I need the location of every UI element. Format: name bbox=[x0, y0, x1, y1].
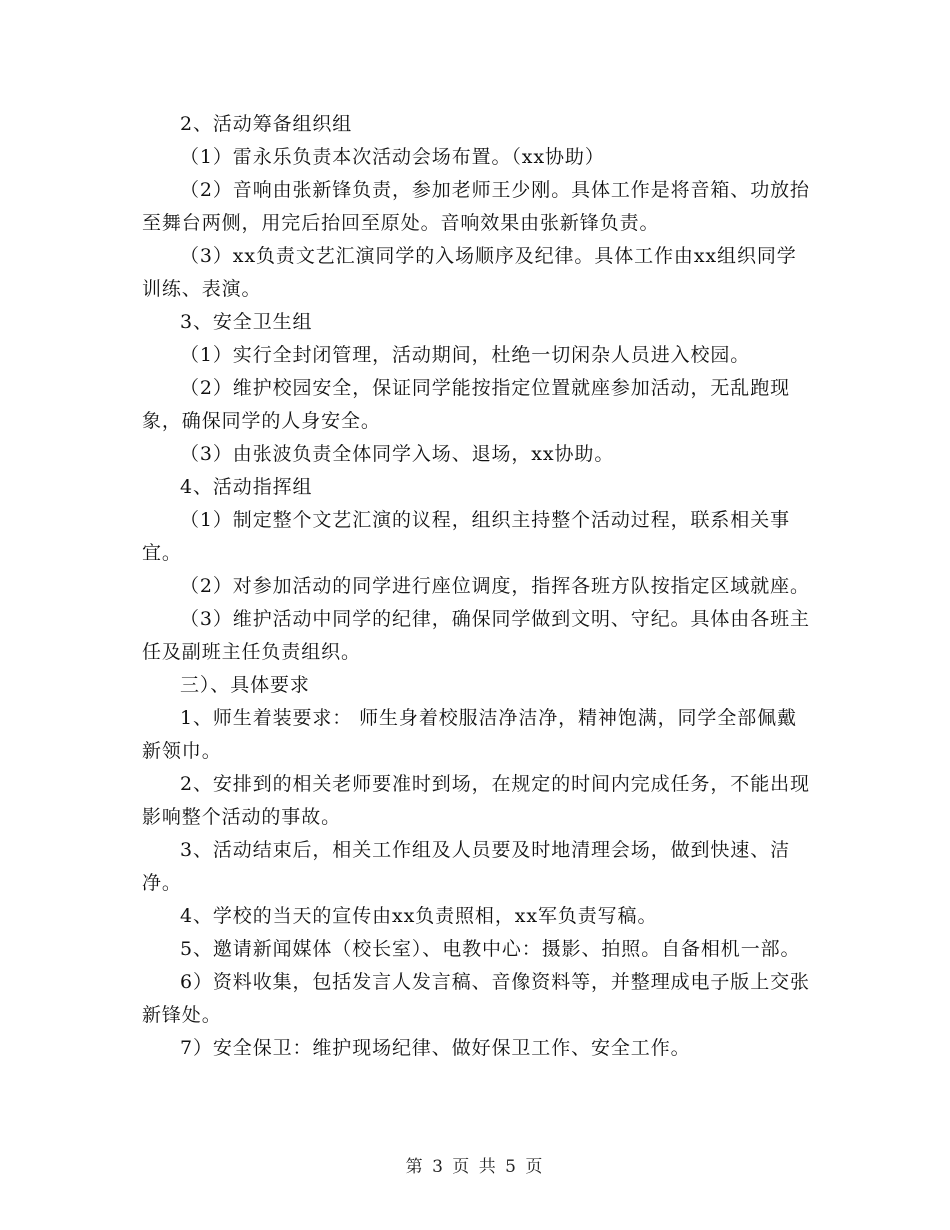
page-number-footer: 第 3 页 共 5 页 bbox=[405, 1157, 545, 1177]
paragraph: 4、学校的当天的宣传由xx负责照相，xx军负责写稿。 bbox=[180, 905, 658, 927]
paragraph: 1、师生着装要求： 师生身着校服洁净洁净，精神饱满，同学全部佩戴新领巾。 bbox=[142, 707, 797, 762]
paragraph: 2、安排到的相关老师要准时到场，在规定的时间内完成任务，不能出现影响整个活动的事故。 bbox=[142, 773, 810, 828]
paragraph: （2）音响由张新锋负责，参加老师王少刚。具体工作是将音箱、功放抬至舞台两侧，用完后抬回至原处。音响效果由张新锋负责。 bbox=[142, 179, 810, 234]
section-heading-command: 4、活动指挥组 bbox=[180, 476, 313, 498]
paragraph: （1）制定整个文艺汇演的议程，组织主持整个活动过程，联系相关事宜。 bbox=[142, 509, 790, 564]
paragraph: 5、邀请新闻媒体（校长室）、电教中心：摄影、拍照。自备相机一部。 bbox=[180, 938, 801, 960]
paragraph: （2）对参加活动的同学进行座位调度，指挥各班方队按指定区域就座。 bbox=[180, 575, 810, 597]
paragraph: 6）资料收集，包括发言人发言稿、音像资料等，并整理成电子版上交张新锋处。 bbox=[142, 971, 810, 1026]
paragraph: （1）实行全封闭管理，活动期间，杜绝一切闲杂人员进入校园。 bbox=[180, 344, 751, 366]
paragraph: （3）由张波负责全体同学入场、退场，xx协助。 bbox=[180, 443, 615, 465]
paragraph: （3）维护活动中同学的纪律，确保同学做到文明、守纪。具体由各班主任及副班主任负责组织。 bbox=[142, 608, 810, 663]
paragraph: （2）维护校园安全，保证同学能按指定位置就座参加活动，无乱跑现象，确保同学的人身安全。 bbox=[142, 377, 790, 432]
section-heading-safety: 3、安全卫生组 bbox=[180, 311, 313, 333]
paragraph: （1）雷永乐负责本次活动会场布置。（xx协助） bbox=[180, 146, 605, 168]
section-heading-requirements: 三）、具体要求 bbox=[180, 674, 310, 696]
paragraph: 3、活动结束后，相关工作组及人员要及时地清理会场，做到快速、洁净。 bbox=[142, 839, 790, 894]
paragraph: 7）安全保卫：维护现场纪律、做好保卫工作、安全工作。 bbox=[180, 1037, 691, 1059]
document-body bbox=[142, 108, 810, 1065]
paragraph: （3）xx负责文艺汇演同学的入场顺序及纪律。具体工作由xx组织同学训练、表演。 bbox=[142, 245, 797, 300]
section-heading-preparation: 2、活动筹备组织组 bbox=[180, 113, 353, 135]
